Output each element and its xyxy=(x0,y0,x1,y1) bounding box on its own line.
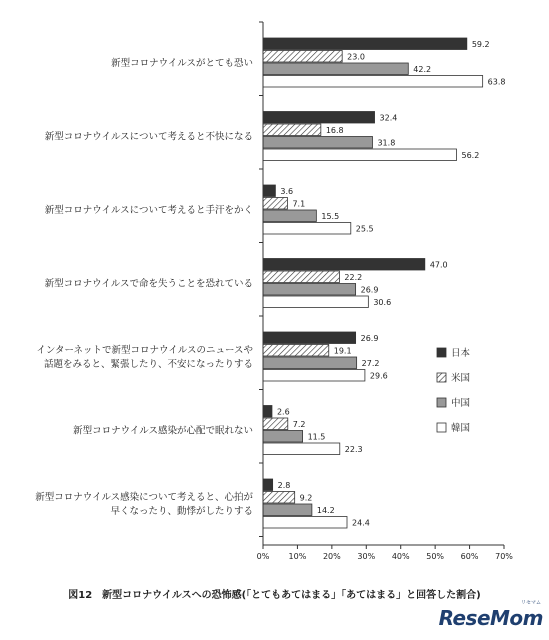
x-tick-label: 20% xyxy=(322,552,341,561)
logo-text: ReseMom xyxy=(438,606,543,630)
data-label: 30.6 xyxy=(373,297,392,307)
legend-swatch xyxy=(437,423,446,432)
bar xyxy=(263,38,467,50)
data-label: 26.9 xyxy=(360,333,379,343)
data-label: 15.5 xyxy=(321,211,340,221)
x-tick-label: 40% xyxy=(391,552,410,561)
legend-label: 米国 xyxy=(451,373,471,384)
bar xyxy=(263,357,357,369)
bar xyxy=(263,492,295,504)
bar xyxy=(263,223,351,235)
data-label: 3.6 xyxy=(280,186,294,196)
category-label: インターネットで新型コロナウイルスのニュースや xyxy=(36,345,253,356)
data-label: 16.8 xyxy=(325,125,344,135)
legend-swatch xyxy=(437,373,446,382)
bar xyxy=(263,124,321,136)
bar xyxy=(263,406,272,418)
data-label: 59.2 xyxy=(471,39,490,49)
bar xyxy=(263,63,408,75)
legend-label: 中国 xyxy=(451,398,471,409)
legend-swatch xyxy=(437,398,446,407)
data-label: 47.0 xyxy=(429,260,448,270)
data-label: 19.1 xyxy=(333,346,352,356)
category-label: 新型コロナウイルスで命を失うことを恐れている xyxy=(44,278,253,290)
data-label: 27.2 xyxy=(361,358,380,368)
bar xyxy=(263,284,356,296)
resemom-logo xyxy=(438,600,543,630)
data-label: 7.2 xyxy=(292,419,306,429)
category-label: 新型コロナウイルスについて考えると手汗をかく xyxy=(44,205,253,216)
data-label: 7.1 xyxy=(292,199,306,209)
legend-label: 日本 xyxy=(451,348,471,359)
x-tick-label: 30% xyxy=(357,552,376,561)
bar xyxy=(263,271,339,283)
x-tick-label: 0% xyxy=(256,552,270,561)
x-tick-label: 10% xyxy=(288,552,307,561)
bar xyxy=(263,296,368,308)
bar xyxy=(263,517,347,529)
bar xyxy=(263,137,372,149)
category-label: 新型コロナウイルス感染について考えると、心拍が xyxy=(35,492,253,503)
chart-caption: 図12 新型コロナウイルスへの恐怖感(「とてもあてはまる」「あてはまる」と回答した割合) xyxy=(68,590,481,601)
bar xyxy=(263,443,340,455)
data-label: 22.2 xyxy=(344,272,363,282)
bar xyxy=(263,259,425,271)
category-label: 話題をみると、緊張したり、不安になったりする xyxy=(43,359,253,370)
data-label: 2.6 xyxy=(276,407,290,417)
data-label: 25.5 xyxy=(355,224,374,234)
bar xyxy=(263,185,275,197)
data-label: 32.4 xyxy=(379,113,398,123)
data-label: 24.4 xyxy=(352,518,370,528)
x-tick-label: 60% xyxy=(460,552,479,561)
data-label: 9.2 xyxy=(299,493,313,503)
bar xyxy=(263,149,456,161)
bar xyxy=(263,76,483,88)
category-label: 早くなったり、動悸がしたりする xyxy=(110,506,253,517)
bar xyxy=(263,479,273,491)
data-label: 63.8 xyxy=(487,77,506,87)
category-label: 新型コロナウイルス感染が心配で眠れない xyxy=(73,425,253,437)
bar xyxy=(263,431,303,443)
data-label: 56.2 xyxy=(461,150,480,160)
bar xyxy=(263,370,365,382)
legend-swatch xyxy=(437,348,446,357)
bar xyxy=(263,504,312,516)
data-label: 22.3 xyxy=(344,444,363,454)
logo-ruby: リセマム xyxy=(521,600,541,606)
bar xyxy=(263,332,356,344)
data-label: 31.8 xyxy=(377,138,396,148)
bar xyxy=(263,210,316,222)
bar xyxy=(263,51,342,63)
data-label: 29.6 xyxy=(369,371,388,381)
bar xyxy=(263,345,329,357)
plot-area xyxy=(35,22,513,561)
data-label: 14.2 xyxy=(316,505,335,515)
x-tick-label: 70% xyxy=(495,552,513,561)
data-label: 23.0 xyxy=(347,52,365,62)
x-tick-label: 50% xyxy=(426,552,445,561)
bar xyxy=(263,418,288,430)
legend-label: 韓国 xyxy=(451,423,471,434)
data-label: 2.8 xyxy=(277,480,291,490)
bar xyxy=(263,198,287,210)
data-label: 42.2 xyxy=(413,64,432,74)
data-label: 11.5 xyxy=(307,432,326,442)
data-label: 26.9 xyxy=(360,285,379,295)
category-label: 新型コロナウイルスがとても恐い xyxy=(111,58,253,69)
bar xyxy=(263,112,375,124)
category-label: 新型コロナウイルスについて考えると不快になる xyxy=(44,131,253,143)
